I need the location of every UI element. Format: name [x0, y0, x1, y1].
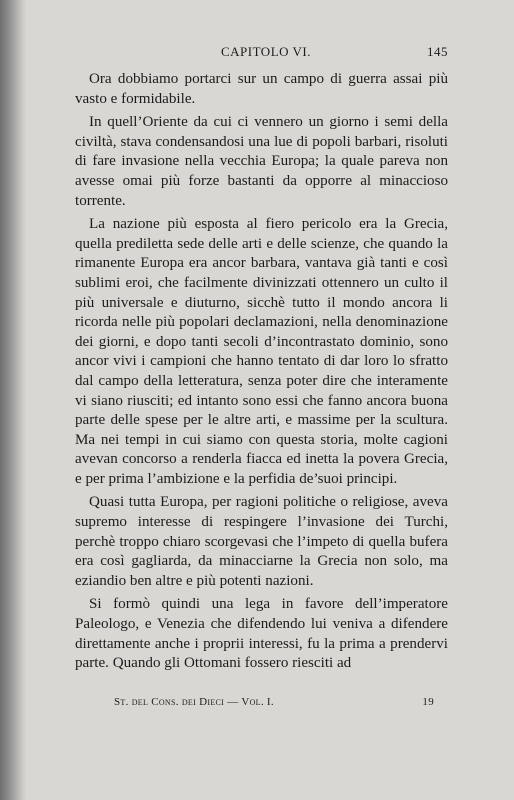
paragraph: In quell’Oriente da cui ci vennero un giorno i semi della civiltà, stava condensandosi una lue di popoli barbari, risoluti di fare invasione nella vecchia Europa; la quale pareva non avesse omai più forze bastanti da opporre al minaccioso torrente.: [75, 114, 448, 209]
paragraph: Ora dobbiamo portarci sur un campo di guerra assai più vasto e formidabile.: [75, 71, 448, 107]
paragraph: Quasi tutta Europa, per ragioni politiche o religiose, aveva supremo interesse di respingere l’invasione dei Turchi, perchè troppo chiaro scorgevasi che l’impeto di quella bufera era così gagliarda, da minacciarne la Grecia non solo, ma eziandio ben altre e più potenti nazioni.: [75, 494, 448, 589]
book-page: [18, 0, 514, 800]
page-number: 145: [427, 44, 448, 59]
chapter-title: CAPITOLO VI.: [220, 44, 312, 59]
running-head: [18, 44, 514, 64]
paragraph: Si formò quindi una lega in favore dell’imperatore Paleologo, e Venezia che difendendo lui veniva a difendere direttamente anche i proprii interessi, fu la prima a prendervi parte. Quando gli Ottomani fossero riesciti ad: [75, 596, 448, 672]
footer-signature: St. del Cons. dei Dieci — Vol. I.: [114, 696, 274, 708]
page-footer: [18, 696, 514, 714]
paragraph: La nazione più esposta al fiero pericolo era la Grecia, quella prediletta sede delle arti e delle scienze, che quando la rimanente Europa era ancor barbara, vantava già tanti e così sublimi eroi, che facilmente divinizzati ottennero un culto il più universale e diuturno, sicchè tutto il mondo ancora li ricorda nelle più popolari declamazioni, nella denominazione dei giorni, e dopo tanti secoli d’incontrastato dominio, sono ancor vivi i campioni che hanno tentato di dar loro lo sfratto dal campo della letteratura, senza poter dire che interamente vi siano riusciti; ed intanto sono essi che fanno ancora buona parte delle spese per le altre arti, e massime per la scultura. Ma nei tempi in cui siamo con questa storia, molte cagioni avevan concorso a renderla fiacca ed inetta la povera Grecia, e per prima l’ambizione e la perfidia de’suoi principi.: [75, 216, 448, 487]
gathering-number: 19: [422, 696, 434, 708]
body-text: [75, 70, 448, 678]
